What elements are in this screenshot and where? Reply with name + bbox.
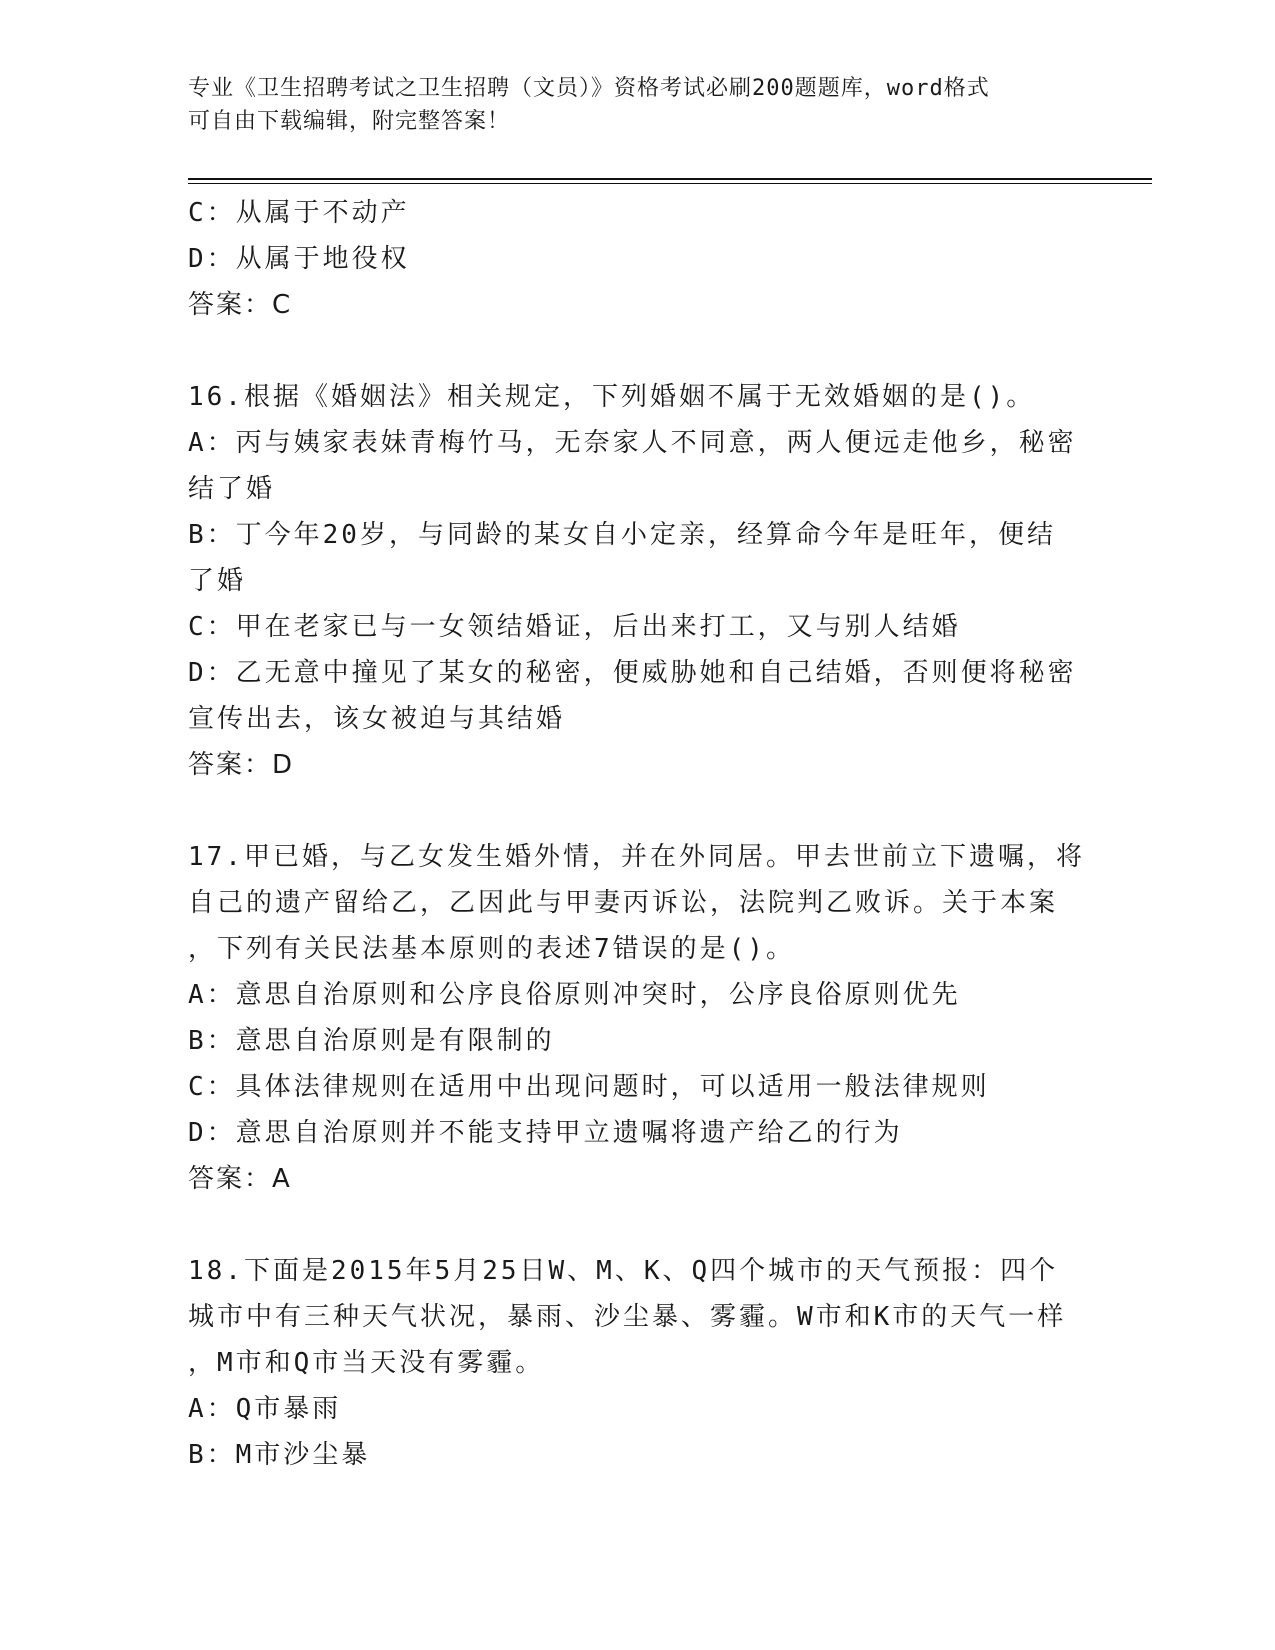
answer: 答案：D xyxy=(188,750,295,780)
option-a: A：意思自治原则和公序良俗原则冲突时，公序良俗原则优先 xyxy=(188,980,961,1010)
question-stem-continued: ，M市和Q市当天没有雾霾。 xyxy=(188,1348,545,1378)
option-c: C：具体法律规则在适用中出现问题时，可以适用一般法律规则 xyxy=(188,1072,990,1102)
question-stem: 16.根据《婚姻法》相关规定，下列婚姻不属于无效婚姻的是()。 xyxy=(188,382,1036,412)
question-16 xyxy=(188,374,1088,788)
document-header xyxy=(188,72,1088,138)
option-d: D：从属于地役权 xyxy=(188,244,410,274)
option-b-continued: 了婚 xyxy=(188,566,247,596)
question-stem-continued: ，下列有关民法基本原则的表述7错误的是()。 xyxy=(188,934,795,964)
question-stem: 17.甲已婚，与乙女发生婚外情，并在外同居。甲去世前立下遗嘱，将 xyxy=(188,842,1085,872)
option-b: B：意思自治原则是有限制的 xyxy=(188,1026,555,1056)
header-title-line-1: 专业《卫生招聘考试之卫生招聘（文员）》资格考试必刷200题题库，word格式 xyxy=(188,76,990,101)
answer: 答案：C xyxy=(188,290,293,320)
header-divider-thin xyxy=(188,183,1152,184)
option-d: D：意思自治原则并不能支持甲立遗嘱将遗产给乙的行为 xyxy=(188,1118,903,1148)
question-stem-continued: 城市中有三种天气状况，暴雨、沙尘暴、雾霾。W市和K市的天气一样 xyxy=(188,1302,1067,1332)
option-b: B：丁今年20岁，与同龄的某女自小定亲，经算命今年是旺年，便结 xyxy=(188,520,1056,550)
option-d-continued: 宣传出去，该女被迫与其结婚 xyxy=(188,704,566,734)
option-a: A：丙与姨家表妹青梅竹马，无奈家人不同意，两人便远走他乡，秘密 xyxy=(188,428,1077,458)
question-stem-continued: 自己的遗产留给乙，乙因此与甲妻丙诉讼，法院判乙败诉。关于本案 xyxy=(188,888,1059,918)
option-c: C：甲在老家已与一女领结婚证，后出来打工，又与别人结婚 xyxy=(188,612,961,642)
question-stem: 18.下面是2015年5月25日W、M、K、Q四个城市的天气预报：四个 xyxy=(188,1256,1059,1286)
answer: 答案：A xyxy=(188,1164,292,1194)
question-17 xyxy=(188,834,1088,1202)
header-title-line-2: 可自由下载编辑，附完整答案！ xyxy=(188,109,511,134)
header-divider-thick xyxy=(188,178,1152,180)
question-18 xyxy=(188,1248,1088,1478)
question-15-tail xyxy=(188,190,1088,328)
option-b: B：M市沙尘暴 xyxy=(188,1440,371,1470)
option-c: C：从属于不动产 xyxy=(188,198,410,228)
document-body xyxy=(188,190,1088,1478)
option-a: A：Q市暴雨 xyxy=(188,1394,342,1424)
option-d: D：乙无意中撞见了某女的秘密，便威胁她和自己结婚，否则便将秘密 xyxy=(188,658,1077,688)
option-a-continued: 结了婚 xyxy=(188,474,276,504)
